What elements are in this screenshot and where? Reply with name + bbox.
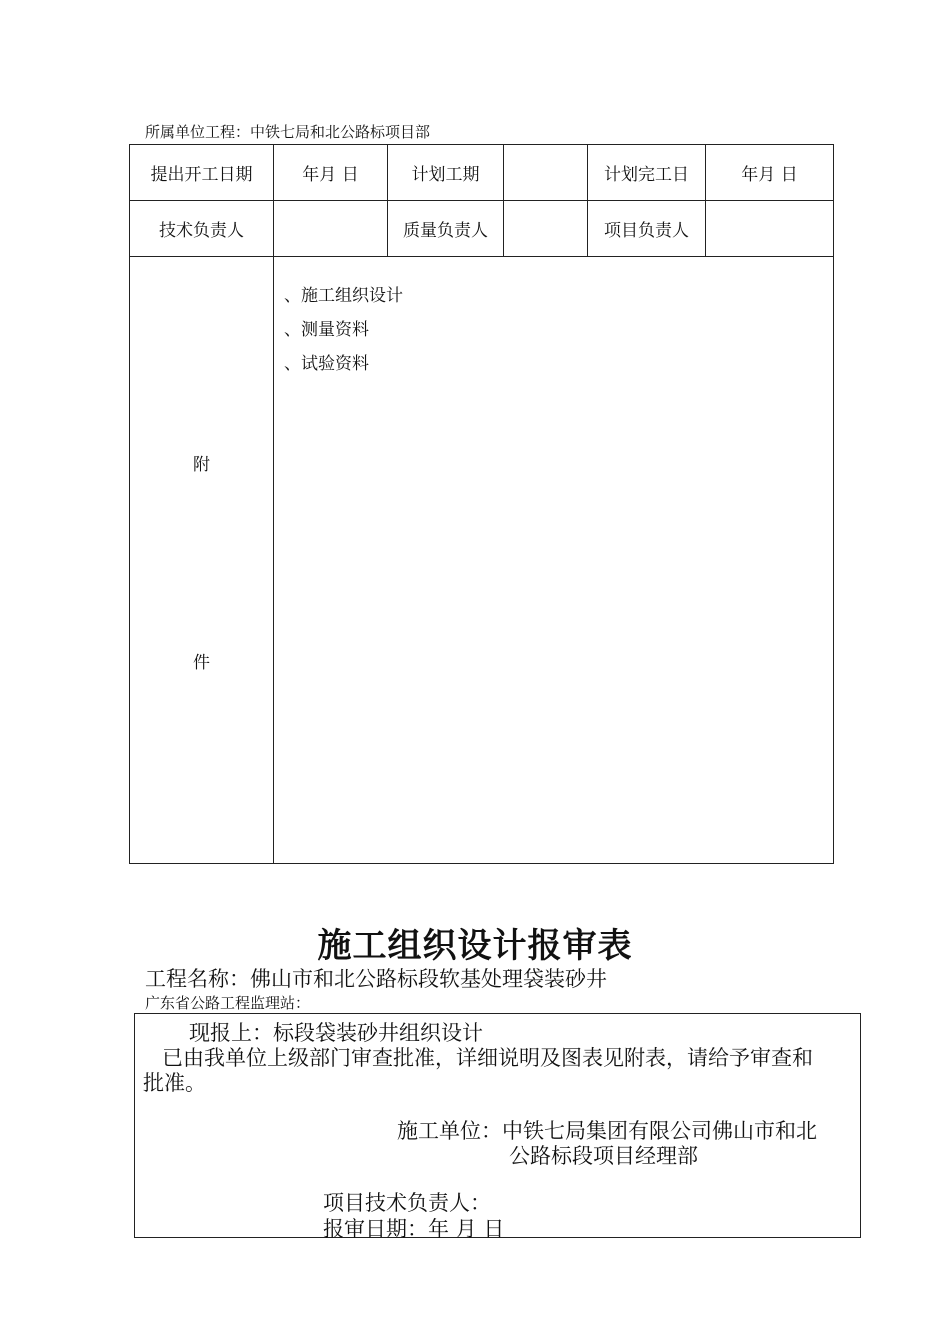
tech-lead-value[interactable] bbox=[274, 201, 388, 257]
submission-line-3: 批准。 bbox=[143, 1071, 206, 1095]
addressee: 广东省公路工程监理站： bbox=[145, 994, 311, 1012]
project-name: 工程名称：佛山市和北公路标段软基处理袋装砂井 bbox=[145, 967, 607, 991]
table-row bbox=[130, 201, 834, 257]
project-lead-label: 项目负责人 bbox=[588, 201, 706, 257]
form-title: 施工组织设计报审表 bbox=[317, 926, 633, 966]
planned-finish-label: 计划完工日 bbox=[588, 145, 706, 201]
quality-lead-label: 质量负责人 bbox=[388, 201, 504, 257]
planned-duration-label: 计划工期 bbox=[388, 145, 504, 201]
tech-lead-signature[interactable]: 项目技术负责人： bbox=[323, 1191, 491, 1215]
quality-lead-value[interactable] bbox=[504, 201, 588, 257]
start-date-label: 提出开工日期 bbox=[130, 145, 274, 201]
attachments-label-cell bbox=[130, 257, 274, 864]
contractor-line-1: 施工单位：中铁七局集团有限公司佛山市和北 bbox=[397, 1119, 817, 1143]
start-application-table bbox=[129, 144, 834, 864]
submission-date[interactable]: 报审日期：年 月 日 bbox=[323, 1217, 505, 1241]
attachments-list bbox=[284, 279, 403, 381]
table-row bbox=[130, 145, 834, 201]
table-row bbox=[130, 257, 834, 864]
list-item: 、测量资料 bbox=[284, 320, 369, 340]
tech-lead-label: 技术负责人 bbox=[130, 201, 274, 257]
start-date-value[interactable]: 年月 日 bbox=[274, 145, 388, 201]
list-item: 、施工组织设计 bbox=[284, 286, 403, 306]
attachments-list-cell bbox=[274, 257, 834, 864]
contractor-line-2: 公路标段项目经理部 bbox=[509, 1144, 698, 1168]
project-lead-value[interactable] bbox=[706, 201, 834, 257]
submission-line-2: 已由我单位上级部门审查批准，详细说明及图表见附表，请给予审查和 bbox=[162, 1046, 813, 1070]
attachments-label-char: 件 bbox=[193, 653, 210, 673]
list-item: 、试验资料 bbox=[284, 354, 369, 374]
submission-box bbox=[134, 1013, 861, 1241]
attachments-label-char: 附 bbox=[193, 455, 210, 475]
unit-project-line: 所属单位工程：中铁七局和北公路标项目部 bbox=[145, 123, 431, 141]
planned-finish-value[interactable]: 年月 日 bbox=[706, 145, 834, 201]
planned-duration-value[interactable] bbox=[504, 145, 588, 201]
submission-line-1: 现报上：标段袋装砂井组织设计 bbox=[189, 1021, 483, 1045]
